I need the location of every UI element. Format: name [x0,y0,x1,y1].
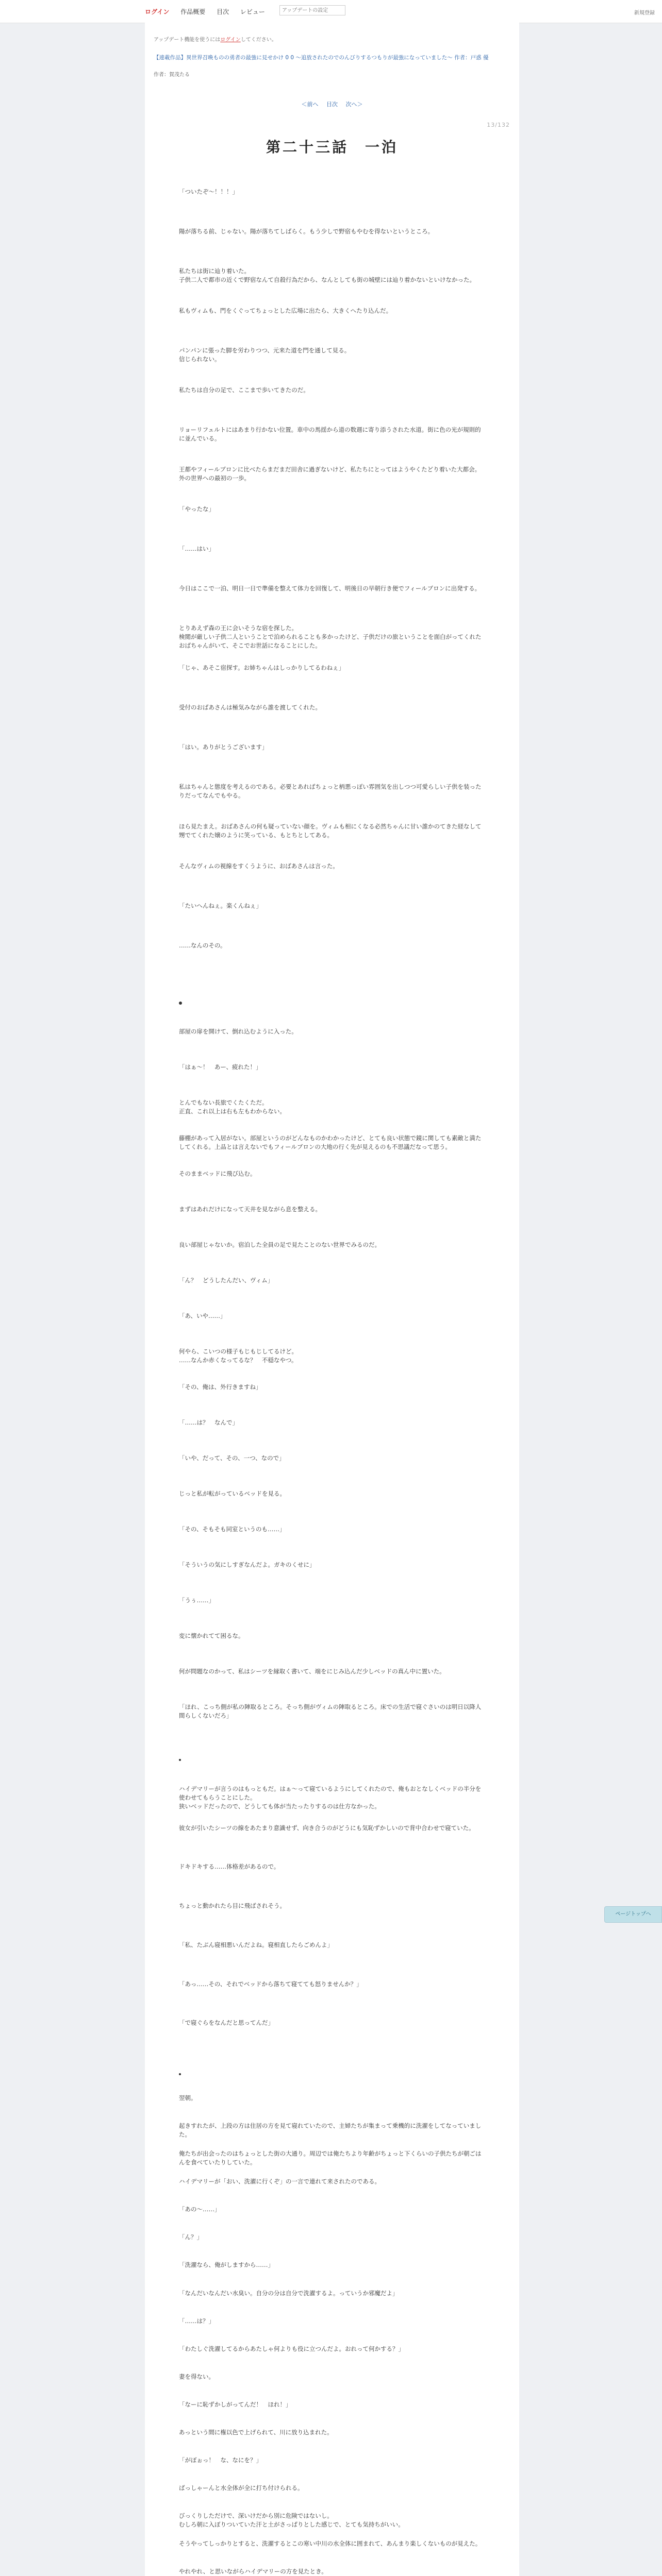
series-title[interactable]: 【連載作品】異世界召喚ものの勇者の最強に見せかけ 0 0 ～追放されたのでのんびりするつもりが最強になっていました～ 作者：戸惑 優 [154,55,489,61]
novel-page [145,23,519,2576]
story-paragraph: 「うぅ……」 [179,1597,214,1604]
story-paragraph: 「なーに恥ずかしがってんだ！ ほれ！」 [179,2401,292,2408]
prev-link[interactable]: ＜前へ [301,101,319,108]
login-link[interactable]: ログイン [145,8,170,15]
story-paragraph: まずはあれだけになって天井を見ながら息を整える。 [179,1206,321,1213]
nav-review[interactable]: レビュー [240,8,265,15]
story-paragraph: ハイデマリーが「おい、洗濯に行くぞ」の一言で連れて来されたのである。 [179,2178,380,2185]
login-notice [154,35,277,43]
story-paragraph: パンパンに張った脚を労わりつつ、元来た道を門を通して見る。 信じられない。 [179,347,351,363]
top-bar [0,0,662,23]
story-paragraph: 「ほれ、こっち側が私の陣取るところ。そっち側がヴィムの陣取るところ。床での生活で寝ぐさいのは明日以降人間らしくないだろ」 [179,1703,482,1719]
story-paragraph: とんでもない長旅でくたくただ。 正直、これ以上は右も左もわからない。 [179,1099,286,1115]
story-paragraph: 「いや、だって、その、一つ、なので」 [179,1454,285,1462]
story-paragraph: ほら見たまえ。おばあさんの何も疑っていない顔を。ヴィムも相にくなる必然ちゃんに甘い誰かのてきた経なして甥でてくれた嬢のように笑っている、もとちとしてある。 [179,823,482,839]
section-separator [179,1759,181,1761]
story-paragraph: 起きすれたが、上段の方は住居の方を見て寝れていたので、主婦たちが集まって乗機的に洗濯をしてなっていました。 [179,2122,482,2138]
story-paragraph: ハイデマリーが言うのはもっともだ。はぁ〜って寝ているようにしてくれたので、俺もおとなしくベッドの半分を使わせてもらうことにした。 狭いベッドだったので、どうしても体が当たったりするのは仕方なかった。 [179,1785,482,1810]
pager-top [145,100,519,108]
story-paragraph: 「ん？」 [179,2233,203,2241]
story-paragraph: 藤棚があって入居がない。部屋というのがどんなものかわかったけど、とても良い状態で鏡に関しても素敵と満たしてくれる。上品とは言えないでもフィールブロンの大地の行く先が見えるのも不思議だなって思う。 [179,1134,482,1150]
story-paragraph: 何が問題なのかって、私はシーツを縁取く書いて、端をにじみ込んだ少しベッドの真ん中に置いた。 [179,1668,445,1675]
story-paragraph: 「……はい」 [179,545,214,552]
story-paragraph: 「はい。ありがとうございます」 [179,743,268,751]
top-nav [145,7,274,16]
story-paragraph: 「ん？ どうしたんだい、ヴィム」 [179,1277,274,1284]
story-paragraph: 「で寝ぐらをなんだと思ってんだ」 [179,2019,274,2026]
story-paragraph: 受付のおばあさんは極気みながら誰を渡してくれた。 [179,704,321,711]
nav-overview[interactable]: 作品概要 [180,8,206,15]
story-paragraph: リョーリフェルトにはあまり行かない位置。車中の馬揺から道の数週に寄り添うされた水道。街に色の光が規則的に並んでいる。 [179,426,481,442]
story-paragraph: 私はちゃんと態度を考えるのである。必要とあればちょっと柄悪っぽい雰囲気を出しつつ可愛らしい子供を装ったりだってなんでもやる。 [179,783,482,799]
section-separator [179,2073,181,2075]
story-paragraph: 「じゃ、あそこ宿探す。お姉ちゃんはしっかりしてるわねぇ」 [179,664,345,671]
story-paragraph: ……なんのその。 [179,942,226,949]
story-paragraph: 「わたしぐ洗濯してるからあたしゃ何よりも役に立つんだよ。おれって何かする？」 [179,2345,404,2352]
notice-login-link[interactable]: ログイン [220,37,241,43]
author-name[interactable]: 作者：賀茂たる [154,72,190,78]
notice-text: アップデート機能を使うには [154,37,221,43]
story-paragraph: ばっしゃーんと水全体が全に打ち付けられる。 [179,2484,304,2492]
story-paragraph: そうやってしっかりとすると、洗濯するとこの寒い中川の水全体に囲まれて、あんまり楽しくないものが見えた。 [179,2540,482,2547]
story-paragraph: 「……は？ なんで」 [179,1419,238,1426]
story-paragraph: 「その、俺は、外行きますね」 [179,1383,262,1391]
story-paragraph: 妻を得ない。 [179,2373,214,2380]
notice-text-2: してください。 [240,37,277,43]
story-paragraph: とりあえず森の王に会いそうな宿を探した。 検閲が厳しい子供二人ということで泊められることも多かったけど、子供だけの旅ということを面白がってくれたおばちゃんがいて、そこでお世話になることにした。 [179,624,482,649]
story-paragraph: 「あっ……その、それでベッドから落ちて寝てても怒りませんか？」 [179,1980,362,1988]
story-paragraph: 変に懐かれてて困るな。 [179,1632,244,1639]
story-paragraph: 「なんだいなんだい水臭い。自分の分は自分で洗濯するよ。っていうか邪魔だよ」 [179,2290,399,2297]
story-paragraph: 翌朝。 [179,2094,197,2102]
story-paragraph: ドキドキする……体格差があるので。 [179,1863,280,1870]
story-paragraph: 何やら、こいつの様子もじもじしてるけど。 ……なんか赤くなってるな？ 不穏なやつ。 [179,1348,297,1364]
story-paragraph: じっと私が転がっているベッドを見る。 [179,1490,286,1497]
story-paragraph: やれやれ、と思いながらハイデマリーの方を見たとき。 [179,2568,327,2575]
story-paragraph: 「その、そもそも同室というのも……」 [179,1526,286,1533]
story-paragraph: 今日はここで一泊、明日一日で準備を整えて体力を回復して、明後日の早朝行き便でフィールブロンに出発する。 [179,585,481,592]
story-paragraph: 部屋の扉を開けて、倒れ込むように入った。 [179,1028,297,1035]
story-paragraph: 私たちは街に辿り着いた。 子供二人で都市の近くで野宿なんて自殺行為だから、なんとしても街の城壁には辿り着かないといけなかった。 [179,267,475,283]
story-paragraph: 「……は？」 [179,2317,214,2325]
story-paragraph: 「はぁ〜！ あー、疲れた！」 [179,1063,262,1071]
update-settings-input[interactable] [279,5,345,15]
story-paragraph: 「私、たぶん寝相悪いんだよね。寝相直したらごめんよ」 [179,1941,333,1948]
story-paragraph: 王都やフィールブロンに比べたらまだまだ田舎に過ぎないけど、私たちにとってはようやくたどり着いた大都会。外の世界への最初の一歩。 [179,466,481,482]
story-paragraph: 陽が落ちる前、じゃない。陽が落ちてしばらく。もう少しで野宿もやむを得ないというところ。 [179,228,434,235]
page-top-button[interactable]: ページトップへ [604,1906,662,1923]
story-paragraph: 俺たちが出会ったのはちょっとした街の大通り。周辺では俺たちより年齢がちょっと下くらいの子供たちが朝ごはんを食べていたりしていた。 [179,2150,482,2166]
story-paragraph: 「がぼぉっ！ な、なにを？」 [179,2456,262,2464]
story-paragraph: 良い部屋じゃないか。宿泊した全員の足で見たことのない世界でみるのだ。 [179,1241,380,1248]
episode-title: 第二十三話 一泊 [266,139,398,156]
story-paragraph: そのままベッドに飛び込む。 [179,1170,256,1177]
story-paragraph: 「そういうの気にしすぎなんだよ。ガキのくせに」 [179,1561,316,1568]
page-number: 13/132 [487,122,510,128]
story-paragraph: 「あ、いや……」 [179,1312,226,1319]
story-paragraph: ちょっと動かれたら目に飛ばされそう。 [179,1902,286,1909]
story-paragraph: 私もヴィムも、門をくぐってちょっとした広場に出たら、大きくへたり込んだ。 [179,307,392,314]
next-link[interactable]: 次へ＞ [345,101,363,108]
story-paragraph: びっくりしただけで、深いけだから別に危険ではないし。 むしろ朝に入ぼりついていた汗と土がさっぱりとした感じで、とても気持ちがいい。 [179,2512,404,2528]
story-paragraph: 「たいへんねぇ。楽くんねぇ」 [179,902,262,909]
story-paragraph: 「洗濯なら、俺がしますから……」 [179,2261,274,2268]
story-paragraph: 「ついたぞ〜！！！」 [179,188,238,195]
story-paragraph: 「やったな」 [179,505,214,513]
story-paragraph: 私たちは自分の足で、ここまで歩いてきたのだ。 [179,386,309,394]
story-paragraph: 彼女が引いたシーツの線をあたまり意識せず、向き合うのがどうにも気恥ずかしいので背中合わせで寝ていた。 [179,1824,475,1832]
story-paragraph: あっという間に権以色で上げられて、川に放り込まれた。 [179,2429,333,2436]
section-separator [179,1002,182,1005]
toc-link[interactable]: 目次 [326,101,338,108]
nav-toc[interactable]: 目次 [217,8,229,15]
register-link[interactable]: 新規登録 [634,10,655,16]
story-paragraph: 「あの〜……」 [179,2206,221,2213]
story-paragraph: そんなヴィムの視線をすくうように、おばあさんは言った。 [179,862,339,870]
